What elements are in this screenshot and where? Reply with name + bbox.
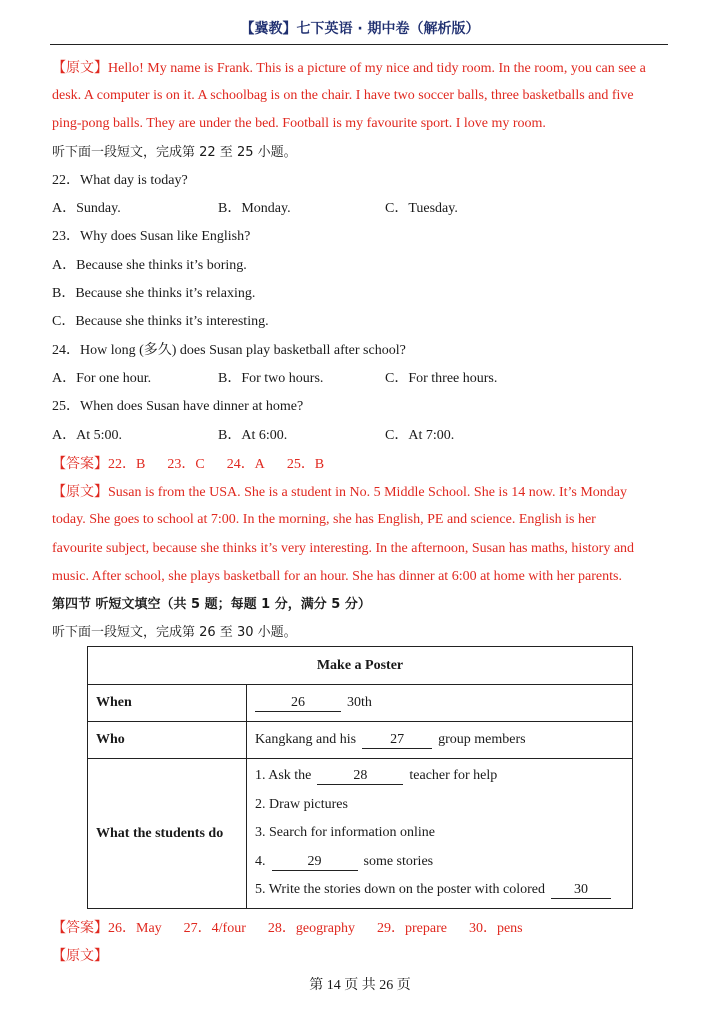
table-title: Make a Poster: [88, 647, 633, 685]
section-heading: 第四节 听短文填空（共 5 题；每题 1 分，满分 5 分）: [52, 597, 371, 612]
question-23-option-b: B．Because she thinks it’s relaxing.: [52, 286, 256, 301]
answer-item: 28．geography: [267, 921, 355, 936]
question-25-option-a: A．At 5:00.: [52, 428, 122, 443]
question-25-option-b: B．At 6:00.: [218, 428, 288, 443]
step-4-prefix: 4.: [255, 853, 266, 869]
blank-28: 28: [317, 768, 403, 785]
answer-item: 26．May: [108, 921, 162, 936]
transcript-2-line-4: music. After school, she plays basketball for an hour. She has dinner at 6:00 at home with her parents.: [52, 569, 622, 584]
row-label-what: What the students do: [88, 759, 247, 909]
step-1: [255, 762, 624, 791]
step-3: 3. Search for information online: [255, 825, 436, 841]
step-4: [255, 848, 624, 877]
step-2: 2. Draw pictures: [255, 796, 348, 812]
answers-26-30: [52, 919, 523, 938]
who-prefix: Kangkang and his: [255, 731, 357, 747]
step-4-suffix: some stories: [363, 853, 434, 869]
answer-item: 22．B: [108, 457, 146, 472]
question-22-option-c: C．Tuesday.: [385, 201, 458, 216]
step-5-prefix: 5. Write the stories down on the poster with colored: [255, 882, 546, 898]
row-label-when: When: [88, 685, 247, 722]
transcript-1-line-1: [52, 59, 646, 78]
question-24-option-b: B．For two hours.: [218, 371, 324, 386]
question-23-option-c: C．Because she thinks it’s interesting.: [52, 314, 269, 329]
step-5: [255, 876, 624, 905]
transcript-1-line-2: desk. A computer is on it. A schoolbag is on the chair. I have two soccer balls, three basketballs and five: [52, 88, 634, 103]
step-1-prefix: 1. Ask the: [255, 768, 312, 784]
answer-item: 30．pens: [468, 921, 523, 936]
transcript-2-line-3: favourite subject, because she thinks it’s very interesting. In the afternoon, Susan has maths, history and: [52, 541, 635, 556]
instruction-22-25: 听下面一段短文，完成第 22 至 25 小题。: [52, 145, 297, 160]
transcript-2-line-2: today. She goes to school at 7:00. In the morning, she has English, PE and science. English is her: [52, 512, 596, 527]
answer-item: 25．B: [286, 457, 325, 472]
blank-30: 30: [551, 882, 611, 899]
page-header-title: 【冀教】七下英语 · 期中卷（解析版）: [240, 21, 480, 37]
answer-item: 24．A: [226, 457, 265, 472]
poster-table: [87, 646, 633, 909]
question-24-stem: 24．How long (多久) does Susan play basketball after school?: [52, 343, 406, 358]
question-25-option-c: C．At 7:00.: [385, 428, 455, 443]
row-value-when: [247, 685, 633, 722]
answer-item: 27．4/four: [183, 921, 246, 936]
answer-item: 23．C: [167, 457, 205, 472]
question-24-option-c: C．For three hours.: [385, 371, 498, 386]
instruction-26-30: 听下面一段短文，完成第 26 至 30 小题。: [52, 625, 297, 640]
answers-22-25: [52, 455, 324, 474]
blank-27: 27: [362, 732, 432, 749]
answer-item: 29．prepare: [376, 921, 447, 936]
blank-29: 29: [272, 854, 358, 871]
question-24-option-a: A．For one hour.: [52, 371, 152, 386]
question-22-stem: 22．What day is today?: [52, 173, 188, 188]
when-suffix: 30th: [347, 694, 372, 710]
row-label-who: Who: [88, 722, 247, 759]
answer-label: 【答案】: [52, 456, 108, 472]
transcript-text: Susan is from the USA. She is a student in No. 5 Middle School. She is 14 now. It’s Monday: [108, 485, 628, 500]
transcript-1-line-3: ping-pong balls. They are under the bed. Football is my favourite sport. I love my room.: [52, 116, 546, 131]
page-number-footer: 第 14 页 共 26 页: [309, 978, 411, 993]
question-22-option-b: B．Monday.: [218, 201, 291, 216]
transcript-3-label: 【原文】: [52, 948, 108, 964]
question-25-stem: 25．When does Susan have dinner at home?: [52, 399, 304, 414]
blank-26: 26: [255, 695, 341, 712]
who-suffix: group members: [438, 731, 526, 747]
answer-label: 【答案】: [52, 920, 108, 936]
transcript-label: 【原文】: [52, 60, 108, 76]
row-value-who: [247, 722, 633, 759]
transcript-text: Hello! My name is Frank. This is a picture of my nice and tidy room. In the room, you can see a: [108, 61, 646, 76]
transcript-label: 【原文】: [52, 484, 108, 500]
header-divider: [50, 44, 668, 45]
question-23-option-a: A．Because she thinks it’s boring.: [52, 258, 247, 273]
step-1-suffix: teacher for help: [409, 768, 498, 784]
transcript-2-line-1: [52, 483, 627, 502]
row-value-what: [247, 759, 633, 909]
question-23-stem: 23．Why does Susan like English?: [52, 229, 251, 244]
question-22-option-a: A．Sunday.: [52, 201, 121, 216]
